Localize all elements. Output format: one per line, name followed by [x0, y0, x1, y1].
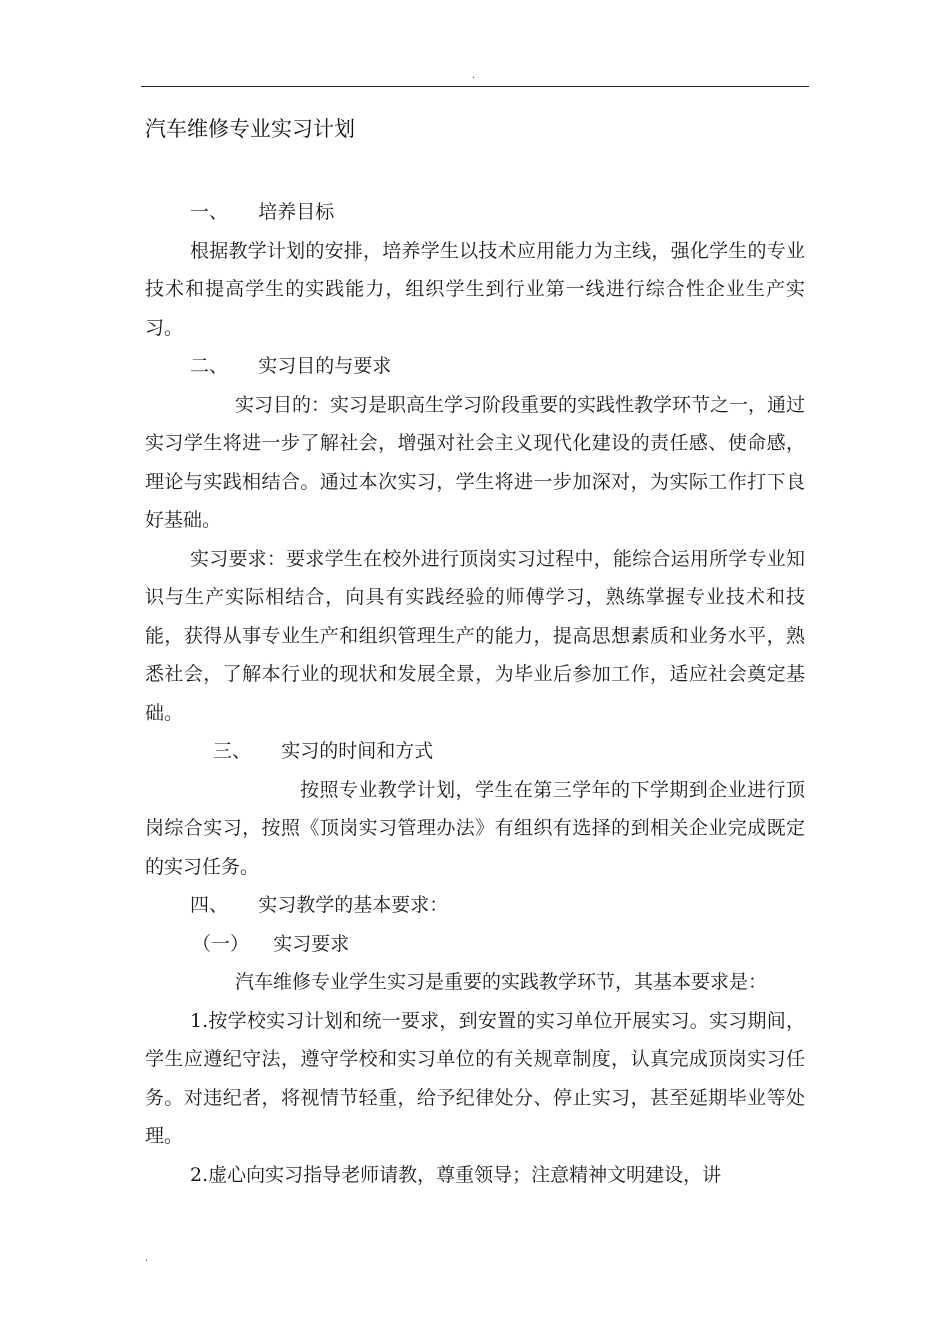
section-title: 培养目标	[258, 201, 335, 223]
subsection-heading	[145, 925, 805, 964]
section-title: 实习的时间和方式	[281, 740, 434, 762]
section-heading-1	[145, 193, 805, 232]
subsection-number: （一）	[192, 932, 250, 955]
subsection-title: 实习要求	[273, 932, 350, 955]
document-body	[145, 193, 805, 1194]
section-title: 实习目的与要求	[258, 355, 392, 377]
list-item: 1.按学校实习计划和统一要求，到安置的实习单位开展实习。实习期间，学生应遵纪守法，遵守学校和实习单位的有关规章制度，认真完成顶岗实习任务。对违纪者，将视情节轻重，给予纪律处分、停止实习，甚至延期毕业等处理。	[145, 1009, 805, 1147]
header-rule	[141, 86, 809, 87]
footer-dot: .	[145, 1253, 149, 1264]
paragraph: 实习目的：实习是职高生学习阶段重要的实践性教学环节之一，通过实习学生将进一步了解社会，增强对社会主义现代化建设的责任感、使命感，理论与实践相结合。通过本次实习，学生将进一步加深对，为实际工作打下良好基础。	[145, 393, 806, 531]
paragraph: 按照专业教学计划，学生在第三学年的下学期到企业进行顶岗综合实习，按照《顶岗实习管理办法》有组织有选择的到相关企业完成既定的实习任务。	[145, 778, 805, 878]
section-number: 二、	[190, 355, 229, 377]
section-heading-2	[145, 347, 805, 386]
document-title: 汽车维修专业实习计划	[145, 117, 355, 141]
section-title: 实习教学的基本要求：	[258, 894, 449, 916]
section-number: 四、	[190, 894, 229, 916]
section-heading-3	[145, 732, 805, 771]
paragraph: 实习要求：要求学生在校外进行顶岗实习过程中，能综合运用所学专业知识与生产实际相结合，向具有实践经验的师傅学习，熟练掌握专业技术和技能，获得从事专业生产和组织管理生产的能力，提高思想素质和业务水平，熟悉社会，了解本行业的现状和发展全景，为毕业后参加工作，适应社会奠定基础。	[145, 547, 805, 724]
paragraph: 根据教学计划的安排，培养学生以技术应用能力为主线，强化学生的专业技术和提高学生的实践能力，组织学生到行业第一线进行综合性企业生产实习。	[145, 239, 805, 339]
section-number: 三、	[213, 740, 252, 762]
section-heading-4	[145, 886, 805, 925]
list-item: 2.虚心向实习指导老师请教，尊重领导；注意精神文明建设，讲	[190, 1163, 722, 1186]
header-dot: .	[472, 70, 476, 81]
paragraph: 汽车维修专业学生实习是重要的实践教学环节，其基本要求是：	[235, 971, 768, 993]
section-number: 一、	[190, 201, 229, 223]
